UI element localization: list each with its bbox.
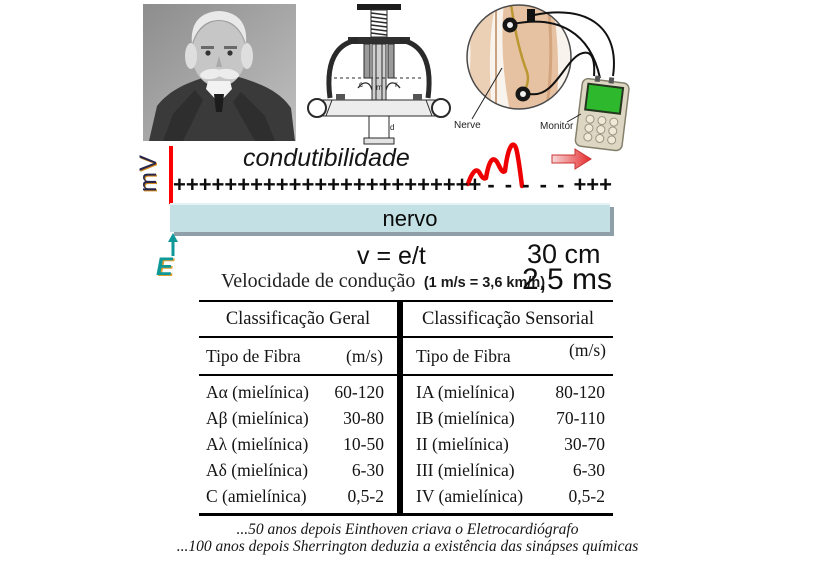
fiber-speed: 30-70 xyxy=(564,433,605,454)
fiber-speed: 0,5-2 xyxy=(347,485,384,506)
nerve-bar xyxy=(170,203,610,232)
fiber-speed: 10-50 xyxy=(343,433,384,454)
nerve-bar-label: nervo xyxy=(382,205,438,231)
apparatus-drawing xyxy=(306,0,452,148)
plus-charges-left: ++++++++++++++++++++++++ xyxy=(173,172,482,197)
fiber-classification-table xyxy=(199,300,613,516)
subheader-row xyxy=(403,338,613,376)
fiber-name: II (mielínica) xyxy=(416,433,509,454)
apparatus-letter-c: c xyxy=(359,80,363,89)
table-column-general xyxy=(199,302,397,513)
table-row xyxy=(199,483,397,509)
myograph-apparatus-engraving xyxy=(306,0,452,148)
footnotes xyxy=(0,521,815,555)
table-row xyxy=(403,405,613,431)
fiber-name: Aλ (mielínica) xyxy=(206,433,309,454)
propagation-arrow-icon xyxy=(551,147,593,171)
time-value: 2,5 ms xyxy=(522,263,613,296)
distance-value: 30 cm xyxy=(527,239,601,269)
stimulus-e-label: E xyxy=(156,253,173,281)
fiber-name: IA (mielínica) xyxy=(416,381,515,402)
table-row xyxy=(403,457,613,483)
fiber-speed: 0,5-2 xyxy=(568,485,605,506)
membrane-charge-row xyxy=(173,172,612,198)
monitor-screen xyxy=(585,84,623,114)
table-row xyxy=(403,379,613,405)
plus-charges-right: +++ xyxy=(573,172,612,197)
unit-header: (m/s) xyxy=(569,339,606,360)
table-row xyxy=(403,483,613,509)
subheader-row xyxy=(199,338,397,376)
fiber-type-header: Tipo de Fibra xyxy=(416,345,511,366)
apparatus-letter-r: r xyxy=(395,80,398,89)
velocity-caption: Velocidade de condução xyxy=(221,270,416,292)
fiber-name: III (mielínica) xyxy=(416,459,515,480)
nerve-label: Nerve xyxy=(454,120,481,131)
fiber-name: Aδ (mielínica) xyxy=(206,459,309,480)
column-header: Classificação Sensorial xyxy=(403,302,613,338)
table-row xyxy=(403,431,613,457)
fiber-name: C (amielínica) xyxy=(206,485,307,506)
monitor-label: Monitor xyxy=(540,121,574,132)
fiber-speed: 6-30 xyxy=(351,459,384,480)
table-row xyxy=(199,431,397,457)
table-body-general xyxy=(199,376,397,513)
scientist-portrait-photo xyxy=(143,4,296,141)
mv-axis-label: mV xyxy=(135,154,162,192)
fiber-name: IB (mielínica) xyxy=(416,407,515,428)
nerve-conduction-illustration xyxy=(452,2,637,154)
fiber-name: IV (amielínica) xyxy=(416,485,524,506)
fiber-name: Aβ (mielínica) xyxy=(206,407,309,428)
table-row xyxy=(199,457,397,483)
table-row xyxy=(199,379,397,405)
table-column-sensorial xyxy=(403,302,613,513)
portrait-image xyxy=(143,4,296,141)
fiber-speed: 80-120 xyxy=(555,381,605,402)
unit-header: (m/s) xyxy=(346,345,383,366)
fiber-name: Aα (mielínica) xyxy=(206,381,309,402)
column-header: Classificação Geral xyxy=(199,302,397,338)
stimulator-electrode-block xyxy=(527,9,535,21)
velocity-formula: v = e/t xyxy=(357,242,426,270)
minus-charges: - - - - - xyxy=(487,172,567,197)
footnote-sherrington: ...100 anos depois Sherrington deduzia a existência das sinápses químicas xyxy=(176,538,639,555)
handheld-monitor-device xyxy=(575,74,630,151)
fiber-speed: 70-110 xyxy=(556,407,605,428)
fiber-speed: 6-30 xyxy=(572,459,605,480)
footnote-einthoven: ...50 anos depois Einthoven criava o Eletrocardiógrafo xyxy=(236,521,579,538)
velocity-caption-line xyxy=(221,270,545,293)
slide-title: condutibilidade xyxy=(243,144,410,172)
table-row xyxy=(199,405,397,431)
apparatus-letter-d: d xyxy=(390,123,395,132)
fiber-speed: 60-120 xyxy=(334,381,384,402)
fiber-type-header: Tipo de Fibra xyxy=(206,345,301,366)
nerve-illustration-image xyxy=(452,2,637,154)
apparatus-letter-m: m xyxy=(376,83,383,92)
velocity-conversion-note: (1 m/s = 3,6 km/h) xyxy=(423,275,546,291)
fiber-speed: 30-80 xyxy=(343,407,384,428)
table-body-sensorial xyxy=(403,376,613,513)
